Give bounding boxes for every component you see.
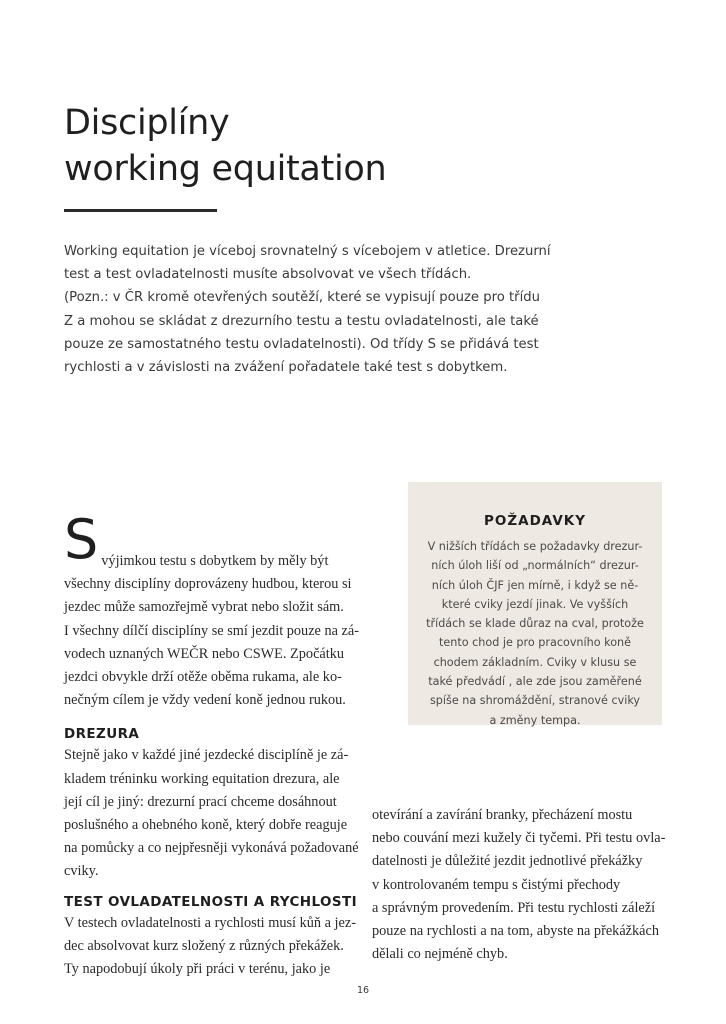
page-title <box>64 100 386 192</box>
drezura-line: kladem tréninku working equitation drezura, ale <box>64 770 340 787</box>
test-line: Ty napodobují úkoly při práci v terénu, jako je <box>64 961 331 978</box>
sidebar-line: a změny tempa. <box>489 713 581 727</box>
title-line-2: working equitation <box>64 149 387 189</box>
sidebar-line: spíše na shromáždění, stranové cviky <box>429 694 641 708</box>
test-line: V testech ovladatelnosti a rychlosti musí kůň a jez- <box>64 914 356 931</box>
title-line-1: Disciplíny <box>64 103 230 143</box>
section-heading-test: TEST OVLADATELNOSTI A RYCHLOSTI <box>64 893 357 910</box>
continuation-line: a správným provedením. Při testu rychlosti záleží <box>372 899 656 916</box>
sidebar-line: které cviky jezdí jinak. Ve vyšších <box>441 597 629 611</box>
drezura-line: Stejně jako v každé jiné jezdecké disciplíně je zá- <box>64 747 349 764</box>
continuation-line: pouze na rychlosti a na tom, abyste na překážkách <box>372 923 660 940</box>
page-number: 16 <box>356 985 370 996</box>
sidebar-line: také předvádí , ale zde jsou zaměřené <box>428 675 642 689</box>
sidebar-line: ních úloh liší od „normálních“ drezur- <box>431 559 639 573</box>
sidebar-text <box>420 537 650 730</box>
drop-cap: S <box>64 508 99 571</box>
sidebar-line: chodem základním. Cviky v klusu se <box>433 655 637 669</box>
drezura-line: na pomůcky a co nejpřesněji vykonává požadované <box>64 840 359 857</box>
lead-line: výjimkou testu s dobytkem by měly být <box>101 553 329 569</box>
intro-line: (Pozn.: v ČR kromě otevřených soutěží, které se vypisují pouze pro třídu <box>64 290 540 306</box>
intro-line: Z a mohou se skládat z drezurního testu a testu ovladatelnosti, ale také <box>64 313 539 329</box>
intro-line: test a test ovladatelnosti musíte absolvovat ve všech třídách. <box>64 267 472 283</box>
intro-paragraph <box>64 240 584 379</box>
lead-line: jezdec může samozřejmě vybrat nebo složit sám. <box>64 599 344 616</box>
sidebar-line: ních úloh ČJF jen mírně, i když se ně- <box>431 578 639 592</box>
lead-line: všechny disciplíny doprovázeny hudbou, kterou si <box>64 576 352 593</box>
continuation-line: nebo couvání mezi kužely či tyčemi. Při testu ovla- <box>372 830 666 847</box>
title-underline <box>64 209 217 212</box>
drezura-line: cviky. <box>64 863 99 880</box>
sidebar-line: třídách se klade důraz na cval, protože <box>426 617 644 631</box>
section-heading-drezura: DREZURA <box>64 726 140 743</box>
drezura-line: poslušného a ohebného koně, který dobře reaguje <box>64 817 348 834</box>
lead-line: vodech uznaných WEČR nebo CSWE. Zpočátku <box>64 645 345 662</box>
continuation-line: otevírání a zavírání branky, přecházení mostu <box>372 807 633 823</box>
sidebar-title: POŽADAVKY <box>483 513 587 529</box>
continuation-line: dělali co nejméně chyb. <box>372 946 508 963</box>
intro-line: pouze ze samostatného testu ovladatelnosti). Od třídy S se přidává test <box>64 336 539 352</box>
drezura-line: její cíl je jiný: drezurní prací chceme dosáhnout <box>64 793 337 810</box>
intro-line: rychlosti a v závislosti na zvážení pořadatele také test s dobytkem. <box>64 360 508 376</box>
sidebar-line: V nižších třídách se požadavky drezur- <box>427 540 643 553</box>
right-column <box>372 804 677 966</box>
test-line: dec absolvovat kurz složený z různých překážek. <box>64 937 344 954</box>
intro-line: Working equitation je víceboj srovnatelný s víceboj​em v atletice. Drezurní <box>64 244 551 259</box>
continuation-line: datelnosti je důležité jezdit jednotlivé překážky <box>372 853 643 870</box>
sidebar-line: tento chod je pro pracovního koně <box>438 636 632 650</box>
requirements-sidebar-box <box>408 482 662 725</box>
lead-line: jezdci obvykle drží otěže oběma rukama, ale ko- <box>64 669 342 686</box>
lead-line: nečným cílem je vždy vedení koně jednou rukou. <box>64 692 346 709</box>
continuation-line: v kontrolovaném tempu s čistými přechody <box>372 876 621 893</box>
lead-line: I všechny dílčí disciplíny se smí jezdit pouze na zá- <box>64 622 359 639</box>
left-column <box>64 508 364 981</box>
